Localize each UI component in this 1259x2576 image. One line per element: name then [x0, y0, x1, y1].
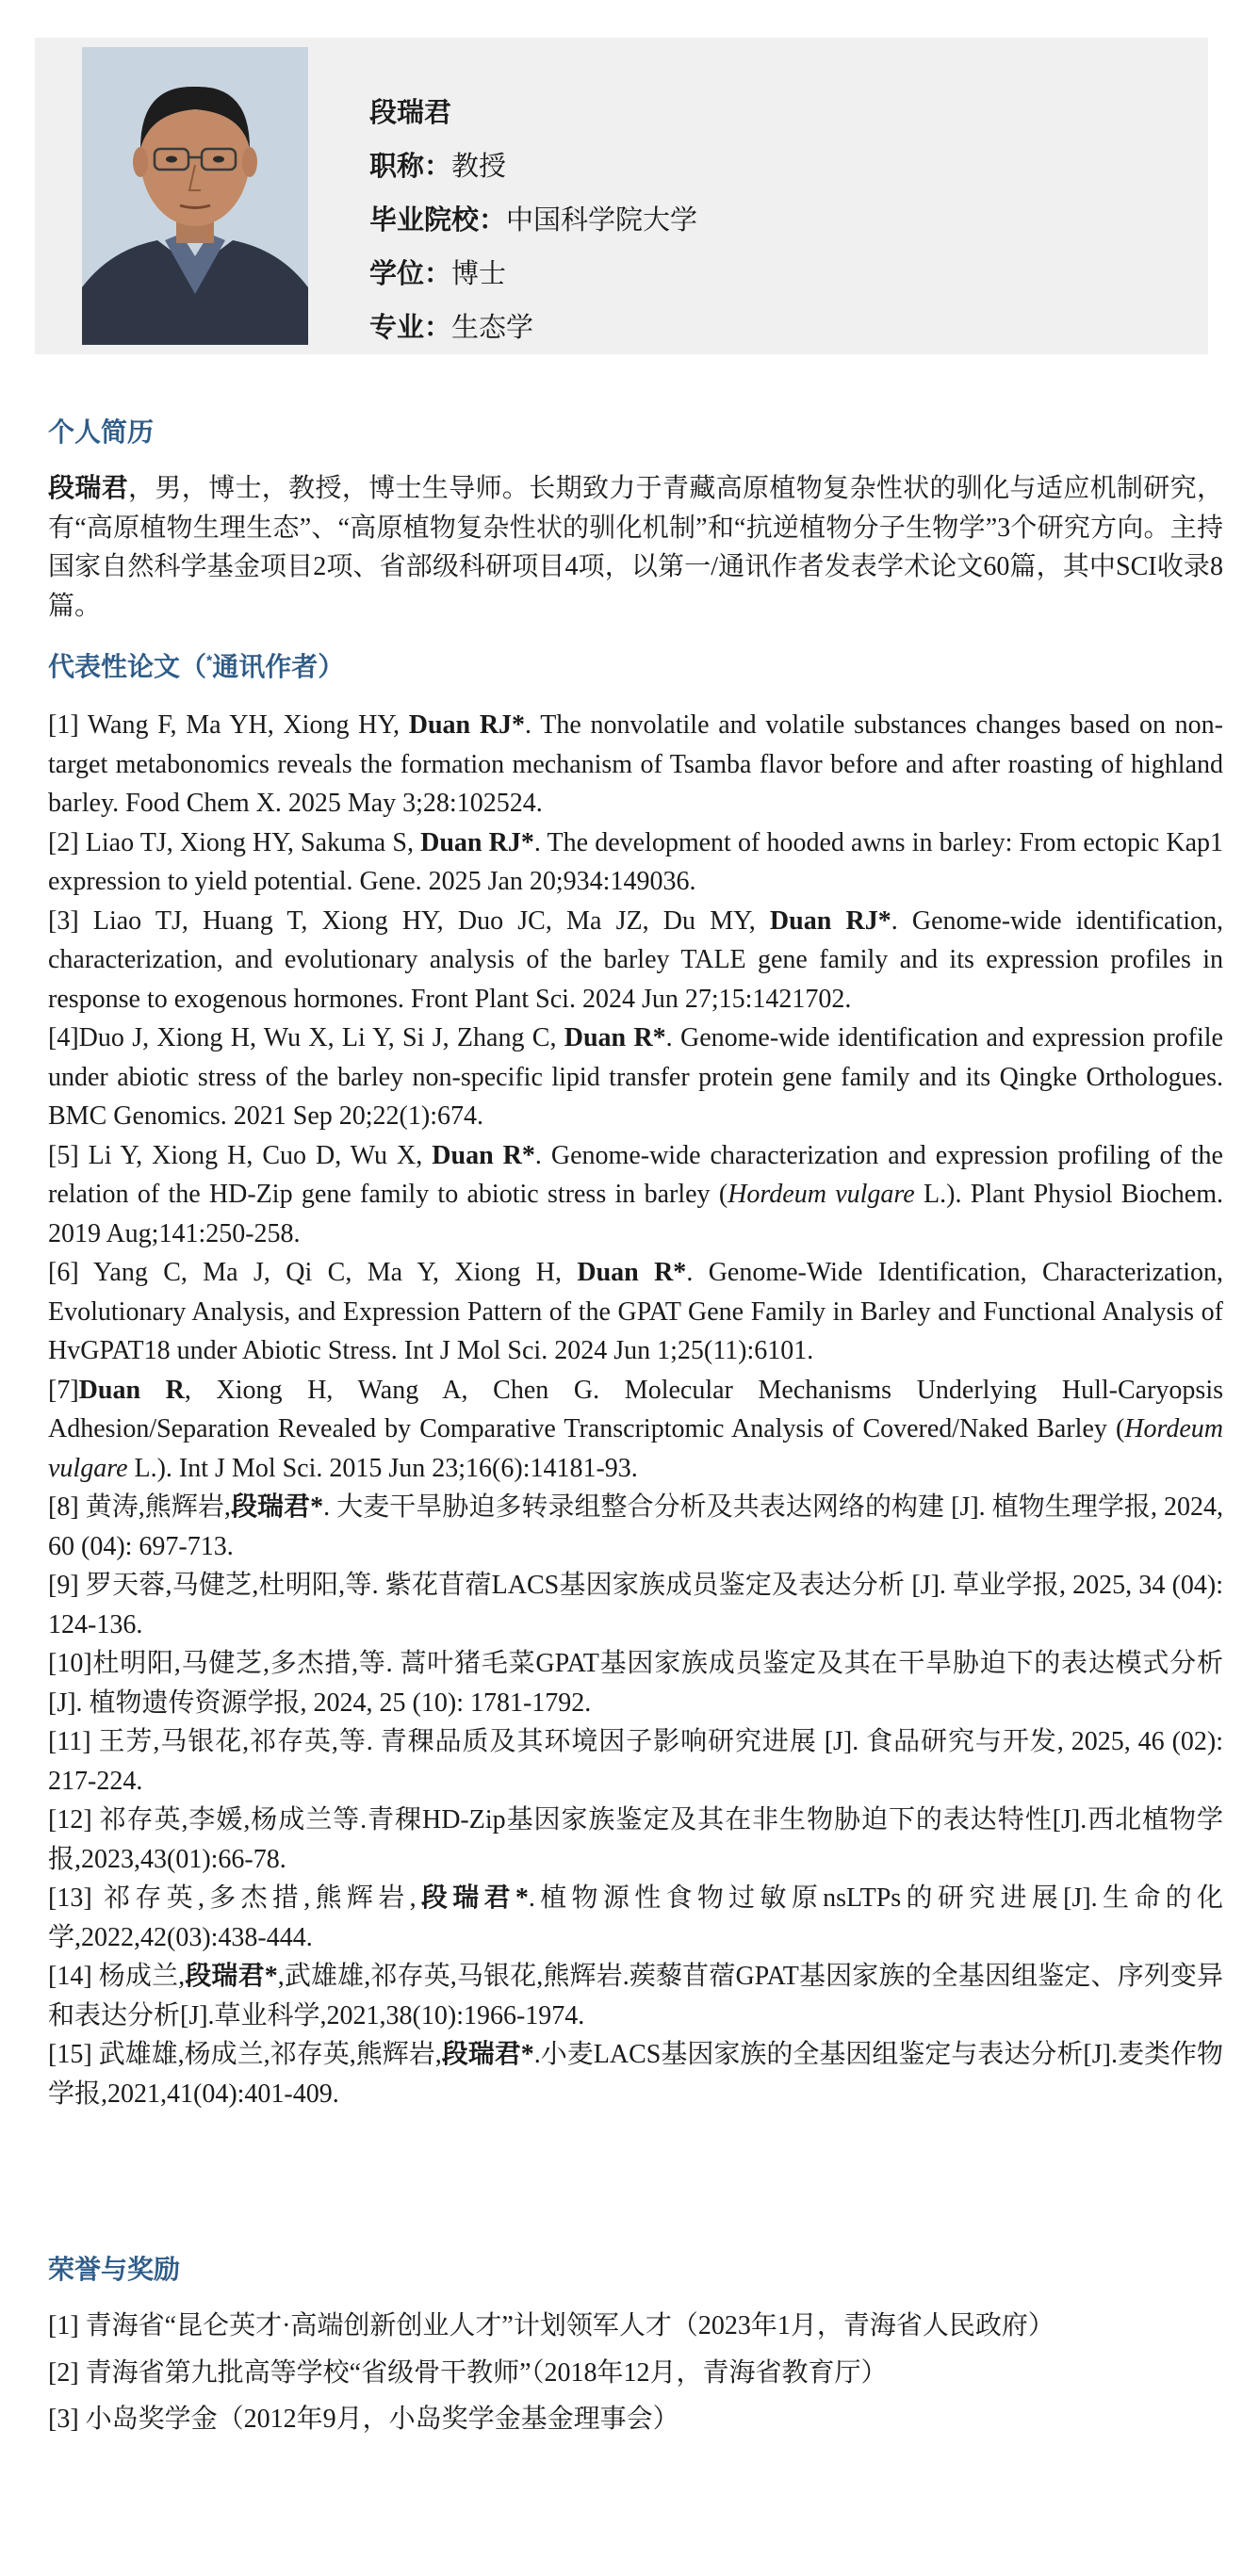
profile-field-major: 专业：生态学	[369, 313, 534, 343]
honor-item: [3] 小岛奖学金（2012年9月，小岛奖学金基金理事会）	[48, 2405, 679, 2434]
paper-item: [13] 祁存英,多杰措,熊辉岩,段瑞君*.植物源性食物过敏原nsLTPs的研究进展[J].生命的化学,2022,42(03):438-444.	[48, 1883, 1223, 1952]
bio-paragraph: 段瑞君，男，博士，教授，博士生导师。长期致力于青藏高原植物复杂性状的驯化与适应机制研究，有“高原植物生理生态”、“高原植物复杂性状的驯化机制”和“抗逆植物分子生物学”3个研究方向。主持国家自然科学基金项目2项、省部级科研项目4项，以第一/通讯作者发表学术论文60篇，其中SCI收录8篇。	[48, 474, 1223, 621]
paper-item: [10]杜明阳,马健芝,多杰措,等. 蒿叶猪毛菜GPAT基因家族成员鉴定及其在干旱胁迫下的表达模式分析 [J]. 植物遗传资源学报, 2024, 25 (10): 1781-1792.	[48, 1649, 1223, 1718]
profile-field-degree: 学位：博士	[369, 259, 507, 289]
profile-field-school: 毕业院校：中国科学院大学	[369, 205, 698, 236]
paper-item: [5] Li Y, Xiong H, Cuo D, Wu X, Duan R*. Genome-wide characterization and expression profiling of the relation of the HD-Zip gene family to abiotic stress in barley (Hordeum vulgare L.). Plant Physiol Biochem. 2019 Aug;141:250-258.	[48, 1140, 1224, 1248]
paper-item: [4]Duo J, Xiong H, Wu X, Li Y, Si J, Zhang C, Duan R*. Genome-wide identification and expression profile under abiotic stress of the barley non-specific lipid transfer protein gene family and its Qingke Orthologues. BMC Genomics. 2021 Sep 20;22(1):674.	[48, 1023, 1223, 1131]
profile-info	[369, 87, 697, 355]
section-title-honors: 荣誉与奖励	[48, 2255, 181, 2284]
papers-list	[48, 706, 1223, 2113]
profile-field-title: 职称：教授	[369, 152, 507, 182]
paper-item: [8] 黄涛,熊辉岩,段瑞君*. 大麦干旱胁迫多转录组整合分析及共表达网络的构建 [J]. 植物生理学报, 2024, 60 (04): 697-713.	[48, 1492, 1223, 1561]
paper-item: [6] Yang C, Ma J, Qi C, Ma Y, Xiong H, Duan R*. Genome-Wide Identification, Characterization, Evolutionary Analysis, and Expression Pattern of the GPAT Gene Family in Barley and Functional Analysis of HvGPAT18 under Abiotic Stress. Int J Mol Sci. 2024 Jun 1;25(11):6101.	[48, 1258, 1223, 1365]
paper-item: [7]Duan R, Xiong H, Wang A, Chen G. Molecular Mechanisms Underlying Hull-Caryopsis Adhesion/Separation Revealed by Comparative Transcriptomic Analysis of Covered/Naked Barley (Hordeum vulgare L.). Int J Mol Sci. 2015 Jun 23;16(6):14181-93.	[48, 1375, 1223, 1483]
profile-photo	[82, 47, 308, 345]
paper-item: [2] Liao TJ, Xiong HY, Sakuma S, Duan RJ*. The development of hooded awns in barley: From ectopic Kap1 expression to yield potential. Gene. 2025 Jan 20;934:149036.	[48, 827, 1223, 896]
paper-item: [14] 杨成兰,段瑞君*,武雄雄,祁存英,马银花,熊辉岩.蒺藜苜蓿GPAT基因家族的全基因组鉴定、序列变异和表达分析[J].草业科学,2021,38(10):1966-1974.	[48, 1962, 1223, 2030]
honors-list	[48, 2307, 1223, 2447]
paper-item: [15] 武雄雄,杨成兰,祁存英,熊辉岩,段瑞君*.小麦LACS基因家族的全基因组鉴定与表达分析[J].麦类作物学报,2021,41(04):401-409.	[48, 2040, 1223, 2109]
paper-item: [1] Wang F, Ma YH, Xiong HY, Duan RJ*. The nonvolatile and volatile substances changes based on non-target metabonomics reveals the formation mechanism of Tsamba flavor before and after roasting of highland barley. Food Chem X. 2025 May 3;28:102524.	[48, 710, 1223, 818]
paper-item: [9] 罗天蓉,马健芝,杜明阳,等. 紫花苜蓿LACS基因家族成员鉴定及表达分析 [J]. 草业学报, 2025, 34 (04): 124-136.	[48, 1571, 1223, 1639]
profile-card	[35, 38, 1208, 354]
section-title-papers: 代表性论文（*通讯作者）	[48, 652, 345, 681]
paper-item: [3] Liao TJ, Huang T, Xiong HY, Duo JC, Ma JZ, Du MY, Duan RJ*. Genome-wide identification, characterization, and evolutionary analysis of the barley TALE gene family and its expression profiles in response to exogenous hormones. Front Plant Sci. 2024 Jun 27;15:1421702.	[48, 905, 1223, 1014]
honor-item: [2] 青海省第九批高等学校“省级骨干教师”（2018年12月，青海省教育厅）	[48, 2357, 888, 2388]
portrait-image	[82, 47, 308, 345]
profile-name: 段瑞君	[369, 98, 452, 128]
section-title-bio: 个人简历	[48, 417, 155, 447]
paper-item: [12] 祁存英,李媛,杨成兰等.青稞HD-Zip基因家族鉴定及其在非生物胁迫下的表达特性[J].西北植物学报,2023,43(01):66-78.	[48, 1805, 1223, 1874]
paper-item: [11] 王芳,马银花,祁存英,等. 青稞品质及其环境因子影响研究进展 [J]. 食品研究与开发, 2025, 46 (02): 217-224.	[48, 1727, 1223, 1796]
honor-item: [1] 青海省“昆仑英才·高端创新创业人才”计划领军人才（2023年1月，青海省人民政府）	[48, 2311, 1055, 2340]
